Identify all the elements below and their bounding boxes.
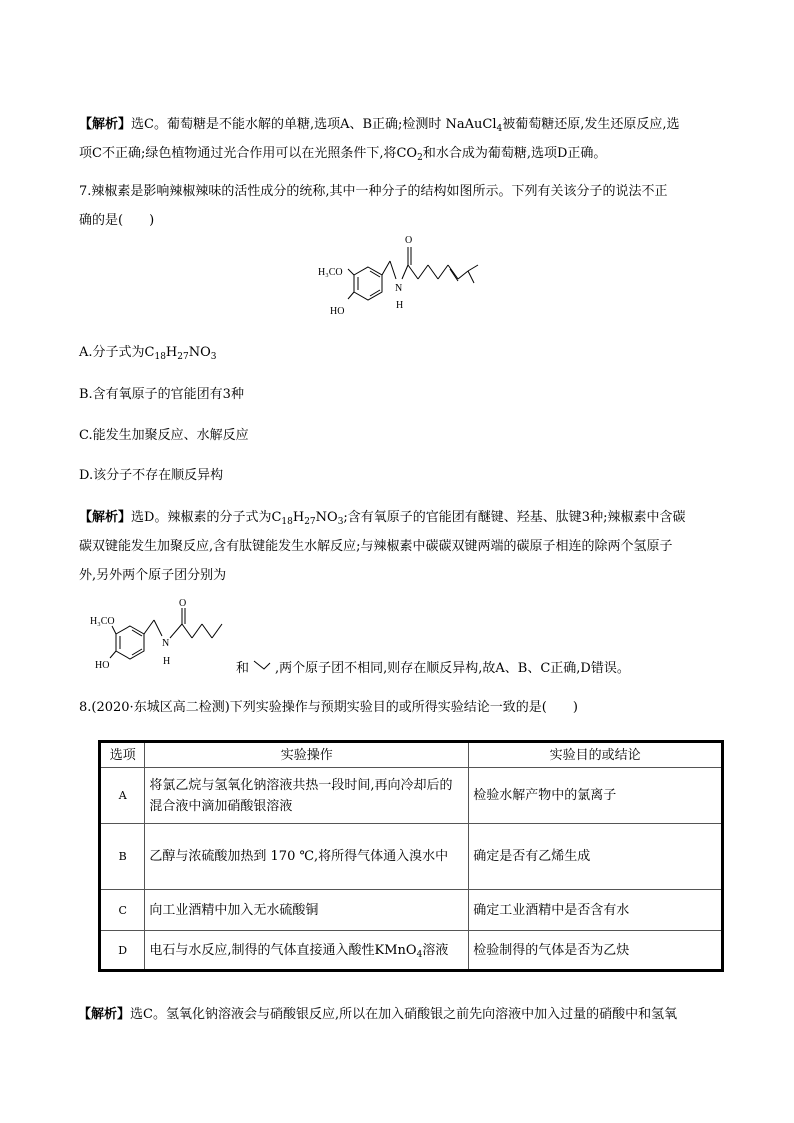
mol1-ho-label: HO: [330, 306, 345, 317]
capsaicin-structure: [310, 225, 490, 325]
mol2-ho-label: HO: [95, 660, 110, 671]
analysis-paragraph-3: 【解析】选C。氢氧化钠溶液会与硝酸银反应,所以在加入硝酸银之前先向溶液中加入过量的硝酸中和氢氧: [78, 1007, 678, 1022]
analysis-paragraph-2: 【解析】选D。辣椒素的分子式为$C_{18}H_{27}NO_3$;含有氧原子的官能团有醚键、羟基、肽键3种;辣椒素中含碳 碳双键能发生加聚反应,含有肽键能发生水解反应;与辣椒素中碳碳双键两端的碳原子相连的除两个氢原子 外,另外两个原子团分别为: [79, 510, 686, 583]
question-7: 7.辣椒素是影响辣椒辣味的活性成分的统称,其中一种分子的结构如图所示。下列有关该分子的说法不正 确的是( ): [79, 184, 668, 228]
table-header: 实验目的或结论: [469, 742, 723, 768]
table-header: 实验操作: [145, 742, 469, 768]
mol2-meo-label: H₃CO: [90, 616, 115, 627]
mol1-o-label: O: [405, 235, 413, 246]
mol1-h-label: H: [396, 300, 404, 311]
mol2-h-label: H: [163, 656, 171, 667]
table-row: A 将氯乙烷与氢氧化钠溶液共热一段时间,再向冷却后的混合液中滴加硝酸银溶液 检验水解产物中的氯离子: [100, 768, 723, 824]
analysis-conclusion: 和 ,两个原子团不相同,则存在顺反异构,故A、B、C正确,D错误。: [236, 661, 630, 676]
option-d: D.该分子不存在顺反异构: [79, 468, 224, 483]
experiment-table: [98, 740, 724, 972]
table-header: 选项: [100, 742, 145, 768]
table-row: C 向工业酒精中加入无水硫酸铜 确定工业酒精中是否含有水: [100, 890, 723, 931]
table-header-row: [100, 742, 723, 768]
analysis-label: 【解析】: [79, 117, 132, 132]
propenyl-fragment-icon: [252, 659, 272, 673]
question-8: 8.(2020·东城区高二检测)下列实验操作与预期实验目的或所得实验结论一致的是( ): [79, 700, 578, 715]
fragment-structure: [90, 598, 240, 678]
table-row: B 乙醇与浓硫酸加热到 170 ℃,将所得气体通入溴水中 确定是否有乙烯生成: [100, 824, 723, 890]
option-c: C.能发生加聚反应、水解反应: [79, 428, 249, 443]
table-row: D 电石与水反应,制得的气体直接通入酸性KMnO$_4$溶液 检验制得的气体是否为乙炔: [100, 931, 723, 971]
analysis-paragraph-1: 【解析】选C。葡萄糖是不能水解的单糖,选项A、B正确;检测时 NaAuCl$_4$被葡萄糖还原,发生还原反应,选 项C不正确;绿色植物通过光合作用可以在光照条件下,将$CO_2$和水合成为葡萄糖,选项D正确。: [79, 117, 680, 163]
mol1-n-label: N: [395, 283, 403, 294]
mol1-meo-label: H₃CO: [318, 267, 343, 278]
option-a: A.分子式为$C_{18}H_{27}NO_3$: [79, 345, 217, 362]
option-b: B.含有氧原子的官能团有3种: [79, 387, 244, 402]
mol2-n-label: N: [162, 638, 170, 649]
mol2-o-label: O: [179, 598, 187, 609]
